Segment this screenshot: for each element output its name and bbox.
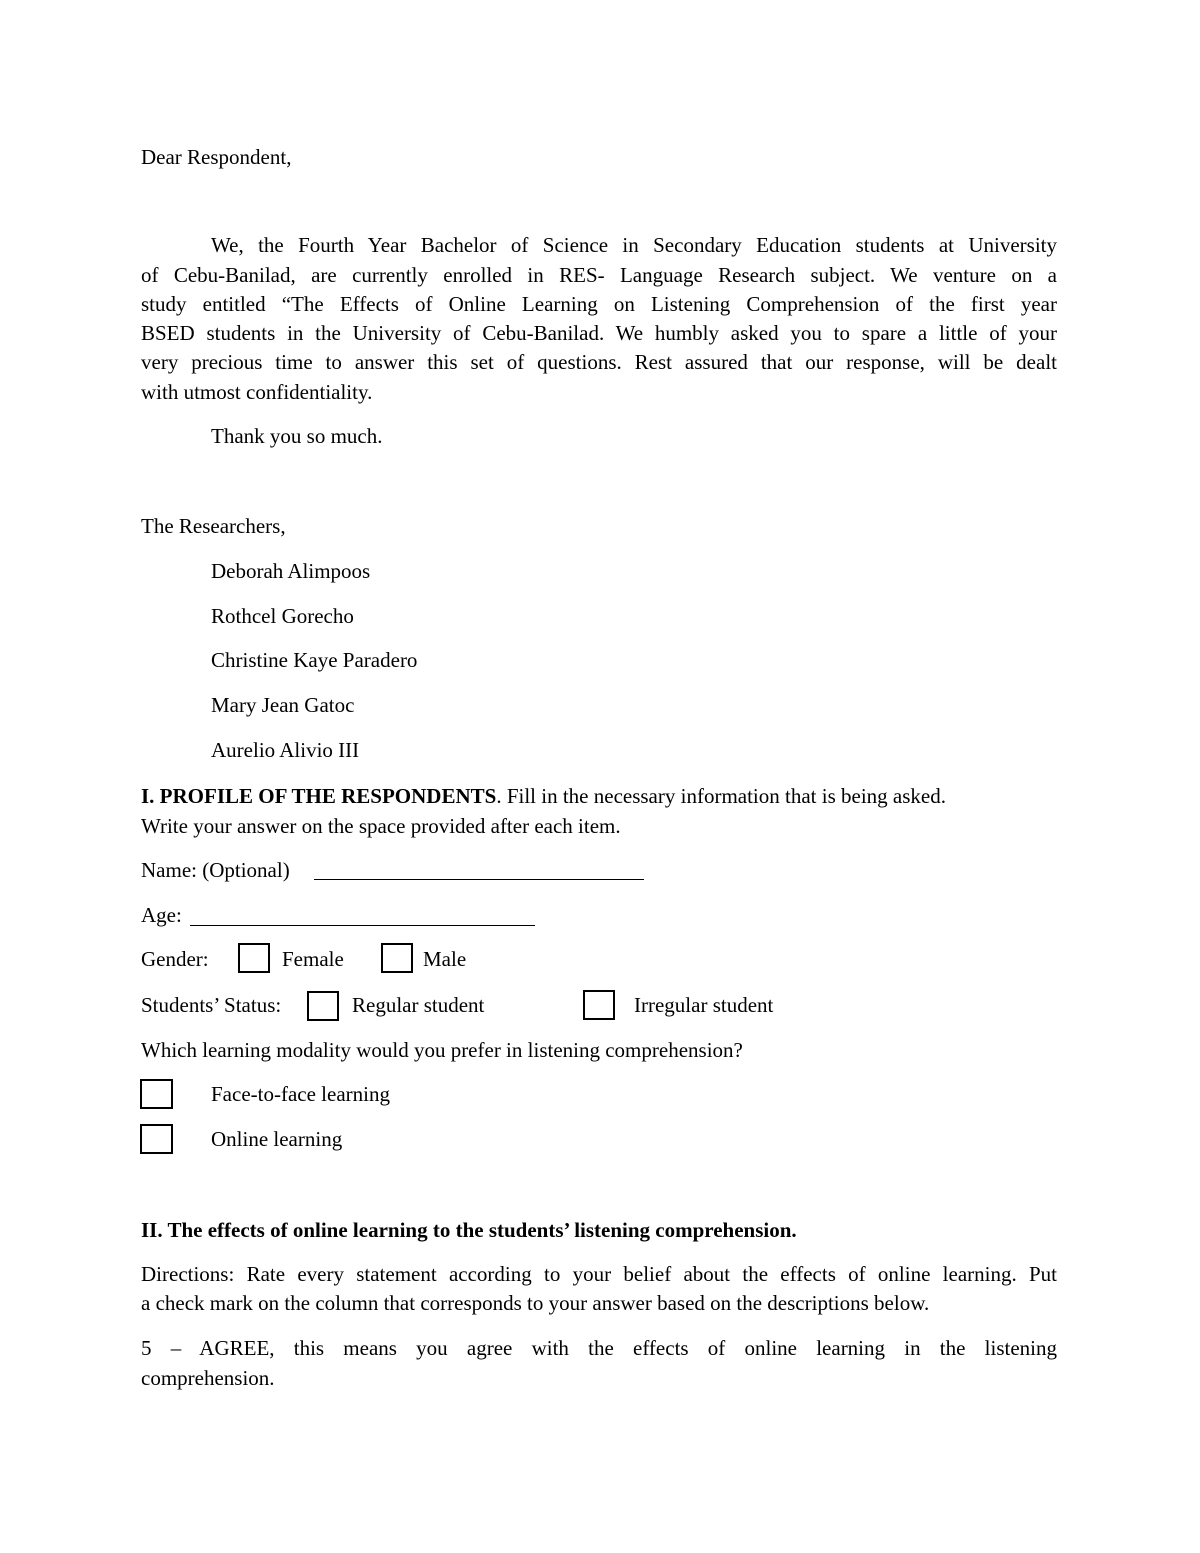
regular-student-label: Regular student: [352, 993, 485, 1017]
thank-you-line: Thank you so much.: [211, 424, 383, 448]
letter-body-line-2: of Cebu-Banilad, are currently enrolled in RES- Language Research subject. We venture on a: [141, 263, 1057, 287]
status-label: Students’ Status:: [141, 993, 282, 1017]
male-option-label: Male: [423, 947, 467, 971]
researcher-name: Christine Kaye Paradero: [211, 648, 418, 672]
closing-line: The Researchers,: [141, 514, 286, 538]
irregular-student-label: Irregular student: [634, 993, 774, 1017]
section1-instruction-text: . Fill in the necessary information that is being asked.: [496, 784, 946, 808]
name-label: Name: (Optional): [141, 858, 290, 882]
male-checkbox[interactable]: [381, 943, 413, 973]
female-option-label: Female: [282, 947, 344, 971]
age-input-line[interactable]: [190, 925, 535, 926]
modality-question: Which learning modality would you prefer in listening comprehension?: [141, 1038, 743, 1062]
scale-description-line-1: 5 – AGREE, this means you agree with the effects of online learning in the listening: [141, 1336, 1057, 1360]
letter-body-line-3: study entitled “The Effects of Online Learning on Listening Comprehension of the first year: [141, 292, 1057, 316]
online-learning-label: Online learning: [211, 1127, 343, 1151]
age-label: Age:: [141, 903, 182, 927]
gender-label: Gender:: [141, 947, 209, 971]
scale-description-line-2: comprehension.: [141, 1366, 275, 1390]
face-to-face-label: Face-to-face learning: [211, 1082, 390, 1106]
researcher-name: Rothcel Gorecho: [211, 604, 354, 628]
researcher-name: Aurelio Alivio III: [211, 738, 360, 762]
name-input-line[interactable]: [314, 879, 644, 880]
directions-line-2: a check mark on the column that corresponds to your answer based on the descriptions below.: [141, 1291, 930, 1315]
letter-body-line-6: with utmost confidentiality.: [141, 380, 373, 404]
section1-heading: I. PROFILE OF THE RESPONDENTS: [141, 784, 497, 808]
letter-body-line-1: We, the Fourth Year Bachelor of Science in Secondary Education students at University: [211, 233, 1057, 257]
regular-student-checkbox[interactable]: [307, 991, 339, 1021]
letter-body-line-5: very precious time to answer this set of questions. Rest assured that our response, will be dealt: [141, 350, 1057, 374]
section2-heading: II. The effects of online learning to the students’ listening comprehension.: [141, 1218, 797, 1242]
online-learning-checkbox[interactable]: [140, 1124, 173, 1154]
female-checkbox[interactable]: [238, 943, 270, 973]
irregular-student-checkbox[interactable]: [583, 990, 615, 1020]
researcher-name: Deborah Alimpoos: [211, 559, 371, 583]
salutation: Dear Respondent,: [141, 145, 292, 169]
letter-body-line-4: BSED students in the University of Cebu-Banilad. We humbly asked you to spare a little of your: [141, 321, 1057, 345]
researcher-name: Mary Jean Gatoc: [211, 693, 355, 717]
section1-instruction: [141, 781, 946, 811]
directions-line-1: Directions: Rate every statement according to your belief about the effects of online learning. Put: [141, 1262, 1057, 1286]
section1-instruction-line2: Write your answer on the space provided after each item.: [141, 814, 621, 838]
face-to-face-checkbox[interactable]: [140, 1079, 173, 1109]
